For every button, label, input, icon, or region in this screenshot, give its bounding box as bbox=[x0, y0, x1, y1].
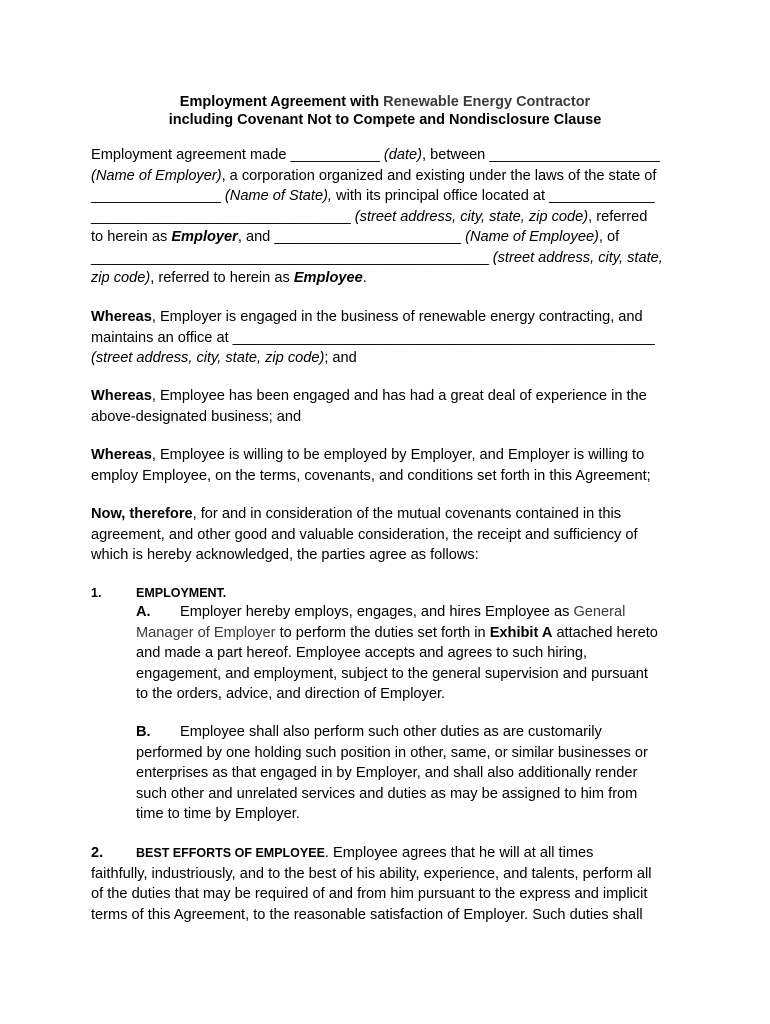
section-2-number: 2. bbox=[91, 845, 104, 861]
section-1-clause-b: B. Employee shall also perform such other duties as are customarily performed by one holding such position in other, same, or similar businesses or enterprises as that engaged in by Employer, and shall also additionally render such other and unrelated services and duties as may be assigned to him from time to time by Employer. bbox=[136, 724, 648, 822]
whereas-paragraph-1: Whereas, Employer is engaged in the business of renewable energy contracting, and maintains an office at ____________________________________________________ (street address, city, state, zip code); and bbox=[91, 309, 655, 366]
title-line-2: including Covenant Not to Compete and Nondisclosure Clause bbox=[168, 112, 602, 128]
parties-paragraph: Employment agreement made ___________ (date), between _____________________ (Name of Employer), a corporation organized and existing under the laws of the state of ________________ (Name of State), with its principal office located at _____________ ________________________________ (street address, city, state, zip code), referred to herein as Employer, and _______________________ (Name of Employee), of _________________________________________________ (street address, city, state, zip code), referred to herein as Employee. bbox=[91, 147, 663, 286]
section-1-heading bbox=[91, 583, 681, 604]
now-therefore-paragraph: Now, therefore, for and in consideration of the mutual covenants contained in this agreement, and other good and valuable consideration, the receipt and sufficiency of which is hereby acknowledged, the parties agree as follows: bbox=[91, 506, 638, 563]
whereas-paragraph-2: Whereas, Employee has been engaged and has had a great deal of experience in the above-designated business; and bbox=[91, 388, 647, 425]
title-line-1: Employment Agreement with Renewable Energy Contractor bbox=[179, 94, 591, 110]
whereas-paragraph-3: Whereas, Employee is willing to be employed by Employer, and Employer is willing to employ Employee, on the terms, covenants, and conditions set forth in this Agreement; bbox=[91, 447, 651, 484]
section-2: 2. BEST EFFORTS OF EMPLOYEE. Employee agrees that he will at all times faithfully, industriously, and to the best of his ability, experience, and talents, perform all of the duties that may be required of and from him pursuant to the express and implicit terms of this Agreement, to the reasonable satisfaction of Employer. Such duties shall bbox=[91, 845, 652, 923]
section-1-clause-a: A. Employer hereby employs, engages, and hires Employee as General Manager of Employer to perform the duties set forth in Exhibit A attached hereto and made a part hereof. Employee accepts and agrees to such hiring, engagement, and employment, subject to the general supervision and pursuant to the orders, advice, and direction of Employer. bbox=[136, 604, 658, 702]
section-number: 1. bbox=[91, 586, 102, 600]
section-title: EMPLOYMENT. bbox=[136, 586, 227, 600]
document-title bbox=[0, 93, 770, 129]
section-2-title: BEST EFFORTS OF EMPLOYEE bbox=[136, 846, 325, 860]
